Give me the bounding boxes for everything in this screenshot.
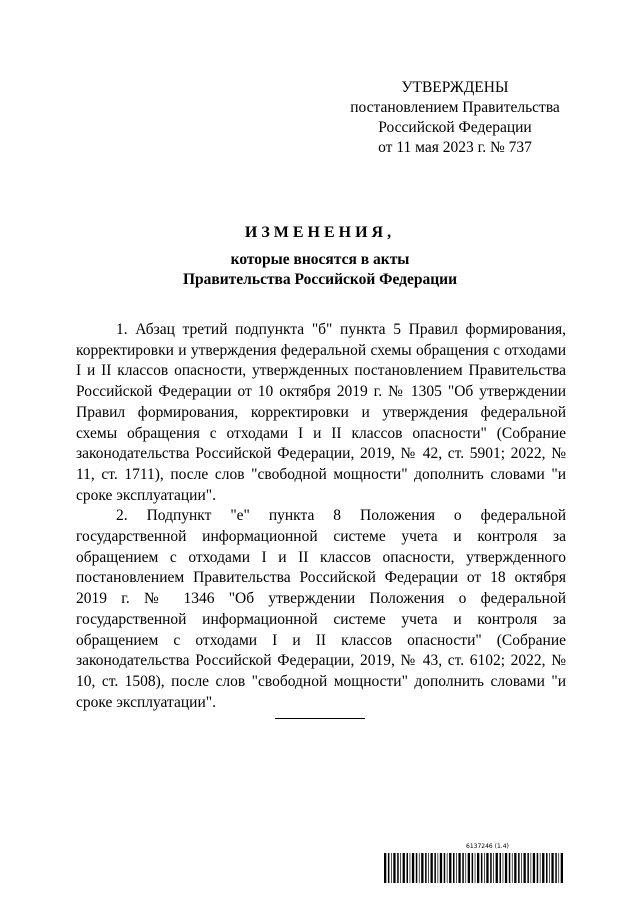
subtitle-line-1: которые вносятся в акты xyxy=(230,251,410,268)
document-title: ИЗМЕНЕНИЯ, xyxy=(244,224,396,241)
document-code: 6137246 (1.4) xyxy=(466,843,509,850)
subtitle-line-2: Правительства Российской Федерации xyxy=(182,271,458,288)
approval-line-date: от 11 мая 2023 г. № 737 xyxy=(378,139,532,156)
barcode xyxy=(384,853,566,883)
approval-title: УТВЕРЖДЕНЫ xyxy=(401,79,509,96)
approval-line-federation: Российской Федерации xyxy=(378,119,532,136)
approval-stamp xyxy=(345,78,565,158)
document-subtitle xyxy=(0,250,640,290)
end-divider xyxy=(275,718,365,719)
approval-line-decree: постановлением Правительства xyxy=(350,99,560,116)
paragraph-1: 1. Абзац третий подпункта "б" пункта 5 Правил формирования, корректировки и утверждения федеральной схемы обращения с отходами I и II классов опасности, утвержденных постановлением Правительства Российской Федерации от 10 октября 2019 г. № 1305 "Об утверждении Правил формирования, корректировки и утверждения федеральной схемы обращения с отходами I и II классов опасности" (Собрание законодательства Российской Федерации, 2019, № 42, ст. 5901; 2022, № 11, ст. 1711), после слов "свободной мощности" дополнить словами "и сроке эксплуатации". xyxy=(76,321,566,504)
document-body xyxy=(76,320,566,713)
paragraph-2: 2. Подпункт "е" пункта 8 Положения о федеральной государственной информационной системе учета и контроля за обращением с отходами I и II классов опасности, утвержденного постановлением Правительства Российской Федерации от 18 октября 2019 г. № 1346 "Об утверждении Положения о федеральной государственной информационной системе учета и контроля за обращением с отходами I и II классов опасности" (Собрание законодательства Российской Федерации, 2019, № 43, ст. 6102; 2022, № 10, ст. 1508), после слов "свободной мощности" дополнить словами "и сроке эксплуатации". xyxy=(76,507,566,711)
